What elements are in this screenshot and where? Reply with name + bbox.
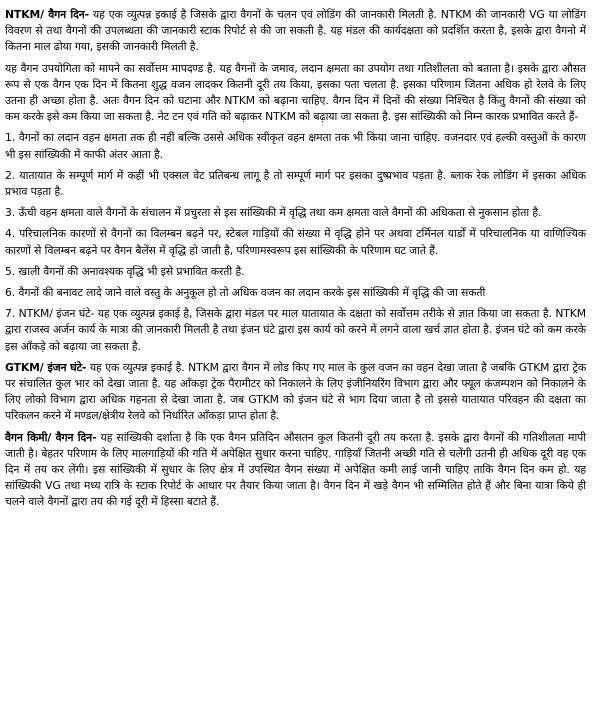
list-item-2	[5, 168, 586, 200]
paragraph-ntkm-wagon-day	[5, 7, 586, 56]
paragraph-text: यह एक व्युत्पन्न इकाई है. NTKM द्वारा वैगन में लोड किए गए माल के कुल वजन का वहन देखा जाता है जबकि GTKM द्वारा ट्रेक पर संचालित कुल भार को देखा जाता है. यह आँकड़ा ट्रेक पैरामीटर को निकालने के लिए इंजीनियरिंग विभाग द्वारा और फ्यूल कंजम्पशन को निकालने के लिए लोको विभाग द्वारा अधिक गहनता से देखा जाता है. जब GTKM को इंजन घंटे से भाग दिया जाता है तो इससे यातायात परिवहन की दक्षता का परिकलन करने में मण्डल/क्षेत्रीय रेलवे को निर्धारित आँकड़ा प्राप्त होता है.	[5, 360, 587, 423]
paragraph-text: 5. खाली वैगनों की अनावश्यक वृद्धि भी इसे प्रभावित करती है.	[5, 264, 245, 278]
paragraph-heading: NTKM/ वैगन दिन-	[5, 8, 90, 21]
list-item-3	[5, 205, 586, 221]
paragraph-text: 2. यातायात के सम्पूर्ण मार्ग में कहीं भी एक्सल वेट प्रतिबन्ध लागू है तो सम्पूर्ण मार्ग पर इसका दुष्प्रभाव पड़ता है. ब्लाक रेक लोडिंग में इसका अधिक प्रभाव पड़ता है.	[5, 168, 586, 199]
paragraph-gtkm-engine-hours	[5, 360, 586, 425]
list-item-4	[5, 226, 586, 258]
paragraph-heading: वैगन किमी/ वैगन दिन-	[5, 430, 97, 444]
paragraph-text: यह वैगन उपयोगिता को मापने का सर्वोत्तम मापदण्ड है. यह वैगनों के जमाव, लदान क्षमता का उपयोग तथा गतिशीलता को बताता है। इसके द्वारा औसत रूप से एक वैगन एक दिन में कितना शुद्ध वजन लादकर कितनी दूरी तय किया, इसका पता चलता है. इसका परिणाम जितना अधिक हो रेलवे के लिए उतना ही अच्छा होता है. अतः वैगन दिन को घटाना और NTKM को बढ़ाना चाहिए. वैगन दिन में दिनों की संख्या निश्चित है किंतु वैगनों की संख्या को कम करके इसे कम किया जा सकता है. नेट टन एवं गति को बढ़ाकर NTKM को बढ़ाया जा सकता है. इस सांख्यिकी को निम्न कारक प्रभावित करते हैं-	[5, 61, 586, 124]
list-item-6	[5, 285, 586, 301]
paragraph-text: यह सांख्यिकी दर्शाता है कि एक वैगन प्रतिदिन औसतन कुल कितनी दूरी तय करता है. इसके द्वारा वैगनों की गतिशीलता मापी जाती है। बेहतर परिणाम के लिए मालगाड़ियों की गति में अपेक्षित सुधार करना चाहिए. गाड़ियाँ जितनी अच्छी गति से चलेंगी उतनी ही अधिक दूरी वह एक दिन में तय कर लेंगी। इस सांख्यिकी में सुधार के लिए क्षेत्र में उपस्थित वैगन संख्या में अपेक्षित कमी लाई जानी चाहिए ताकि वैगन दिन कम हो. यह सांख्यिकी VG तथा मध्य रात्रि के स्टाक रिपोर्ट के आधार पर तैयार किया जाता है। वैगन दिन में खड़े वैगन भी सम्मिलित होते हैं और बिना यात्रा किये ही चलने वाले वैगनों द्वारा तय की गई दूरी में हिस्सा बटाते हैं.	[5, 430, 587, 509]
paragraph-text: 6. वैगनों की बनावट लादे जाने वाले वस्तु के अनुकूल हो तो अधिक वजन का लदान करके इस सांख्यिकी में वृद्धि की जा सकती	[5, 286, 486, 300]
paragraph-text: 3. ऊँची वहन क्षमता वाले वैगनों के संचालन में प्रचुरता से इस सांख्यिकी में वृद्धि तथा कम क्षमता वाले वैगनों की अधिकता से नुकसान होता है.	[5, 206, 542, 220]
paragraph-wagon-km-per-day	[5, 430, 586, 511]
list-item-7	[5, 306, 586, 355]
paragraph-text: 7. NTKM/ इंजन घंटे- यह एक व्युत्पन्न इकाई है, जिसके द्वारा मंडल पर माल यातायात के दक्षता को सर्वोत्तम तरीके से ज्ञात किया जा सकता है. NTKM द्वारा राजस्व अर्जन कार्य के मात्रा की जानकारी मिलती है तथा इंजन घंटे द्वारा इस कार्य को करने में लगने वाला खर्च ज्ञात होता है. इंजन घंटे को कम करके इस आँकड़े को बढ़ाया जा सकता है.	[5, 307, 586, 353]
paragraph-text: 1. वैगनों का लदान वहन क्षमता तक ही नहीं बल्कि उससे अधिक स्वीकृत वहन क्षमता तक भी किया जाना चाहिए. वजनदार एवं हल्की वस्तुओं के कारण भी इस सांख्यिकी में काफी अंतर आता है.	[5, 131, 586, 161]
list-item-5	[5, 264, 586, 280]
list-item-1	[5, 130, 586, 162]
paragraph-text: यह एक व्युत्पन्न इकाई है जिसके द्वारा वैगनों के चलन एवं लोडिंग की जानकारी मिलती है. NTKM की जानकारी VG या लोडिंग विवरण से तथा वैगनों की उपलब्धता की जानकारी स्टाक रिपोर्ट से की जा सकती है. यह मंडल की कार्यदक्षता को प्रदर्शित करता है, इसके द्वारा वैगनो में कितना माल ढोया गया, इसकी जानकारी मिलती है.	[5, 8, 587, 54]
paragraph-heading: GTKM/ इंजन घंटे-	[5, 360, 87, 374]
paragraph-wagon-utilization	[5, 61, 586, 126]
paragraph-text: 4. परिचालनिक कारणों से वैगनों का विलम्बन बढ़ने पर, स्टेबल गाड़ियों की संख्या में वृद्धि होने पर अथवा टर्मिनल यार्डों में परिचालनिक या वाणिज्यिक कारणों से विलम्बन बढ़ने पर वैगन बैलेंस में वृद्धि हो जाती है, परिणामस्वरूप इस सांख्यिकी के परिणाम घट जाते हैं.	[5, 227, 586, 257]
